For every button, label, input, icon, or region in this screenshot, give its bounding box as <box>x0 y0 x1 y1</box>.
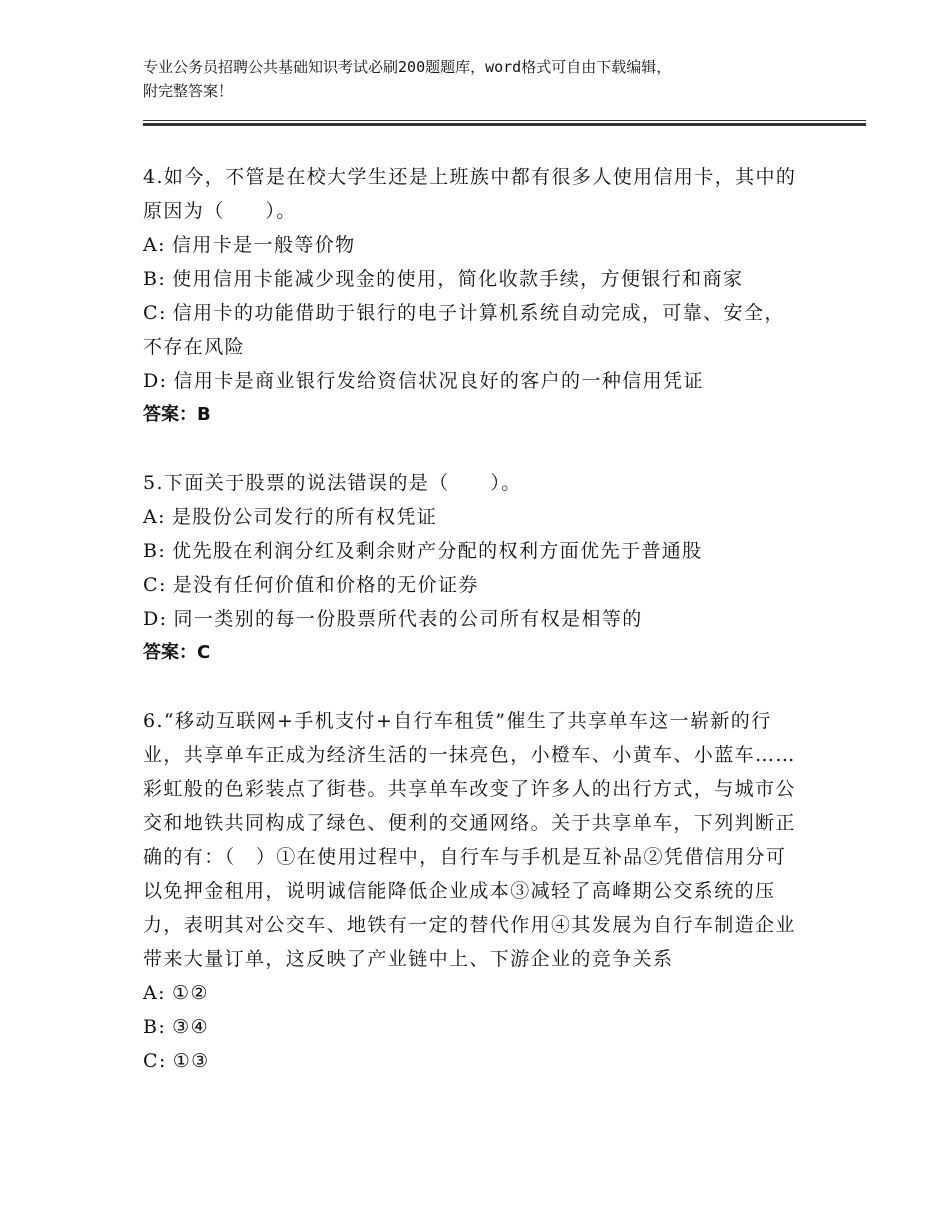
option-text: ①② <box>171 982 209 1004</box>
option-b <box>143 262 803 296</box>
option-label: B: <box>143 1016 167 1038</box>
option-c <box>143 296 803 364</box>
option-label: D: <box>143 370 168 392</box>
option-d <box>143 602 803 636</box>
option-label: B: <box>143 268 167 290</box>
option-label: A: <box>143 234 166 256</box>
question-5 <box>143 466 803 670</box>
option-label: C: <box>143 574 167 596</box>
question-list <box>143 160 803 1112</box>
option-text: 信用卡的功能借助于银行的电子计算机系统自动完成，可靠、安全，不存在风险 <box>143 302 785 358</box>
option-label: C: <box>143 1050 167 1072</box>
header-divider-thick <box>143 123 866 126</box>
header-divider-thin <box>143 120 866 121</box>
question-6 <box>143 704 803 1078</box>
question-stem: 6.“移动互联网+手机支付+自行车租赁”催生了共享单车这一崭新的行业，共享单车正成为经济生活的一抹亮色，小橙车、小黄车、小蓝车……彩虹般的色彩装点了街巷。共享单车改变了许多人的出行方式，与城市公交和地铁共同构成了绿色、便利的交通网络。关于共享单车，下列判断正确的有：（ ）①在使用过程中，自行车与手机是互补品②凭借信用分可以免押金租用，说明诚信能降低企业成本③减轻了高峰期公交系统的压力，表明其对公交车、地铁有一定的替代作用④其发展为自行车制造企业带来大量订单，这反映了产业链中上、下游企业的竞争关系 <box>143 710 796 970</box>
option-text: 是没有任何价值和价格的无价证券 <box>172 574 479 596</box>
option-label: B: <box>143 540 167 562</box>
option-label: A: <box>143 982 166 1004</box>
option-text: 优先股在利润分红及剩余财产分配的权利方面优先于普通股 <box>172 540 703 562</box>
document-header <box>143 55 823 103</box>
answer-line: 答案：B <box>143 404 211 425</box>
question-stem: 5.下面关于股票的说法错误的是（ ）。 <box>143 472 522 494</box>
option-text: ③④ <box>172 1016 210 1038</box>
header-line-1: 专业公务员招聘公共基础知识考试必刷200题题库，word格式可自由下载编辑， <box>143 58 672 76</box>
option-text: 同一类别的每一份股票所代表的公司所有权是相等的 <box>173 608 643 630</box>
option-a <box>143 976 803 1010</box>
option-d <box>143 364 803 398</box>
option-label: A: <box>143 506 166 528</box>
option-c <box>143 1044 803 1078</box>
option-b <box>143 534 803 568</box>
option-label: D: <box>143 608 168 630</box>
option-text: 信用卡是一般等价物 <box>171 234 356 256</box>
question-4 <box>143 160 803 432</box>
option-text: 信用卡是商业银行发给资信状况良好的客户的一种信用凭证 <box>173 370 704 392</box>
option-a <box>143 228 803 262</box>
question-stem: 4.如今，不管是在校大学生还是上班族中都有很多人使用信用卡，其中的原因为（ ）。 <box>143 166 797 222</box>
header-line-2: 附完整答案！ <box>143 82 234 100</box>
option-c <box>143 568 803 602</box>
option-text: 是股份公司发行的所有权凭证 <box>171 506 438 528</box>
option-text: ①③ <box>172 1050 210 1072</box>
option-text: 使用信用卡能减少现金的使用，简化收款手续，方便银行和商家 <box>172 268 744 290</box>
answer-line: 答案：C <box>143 642 211 663</box>
option-a <box>143 500 803 534</box>
option-label: C: <box>143 302 167 324</box>
option-b <box>143 1010 803 1044</box>
